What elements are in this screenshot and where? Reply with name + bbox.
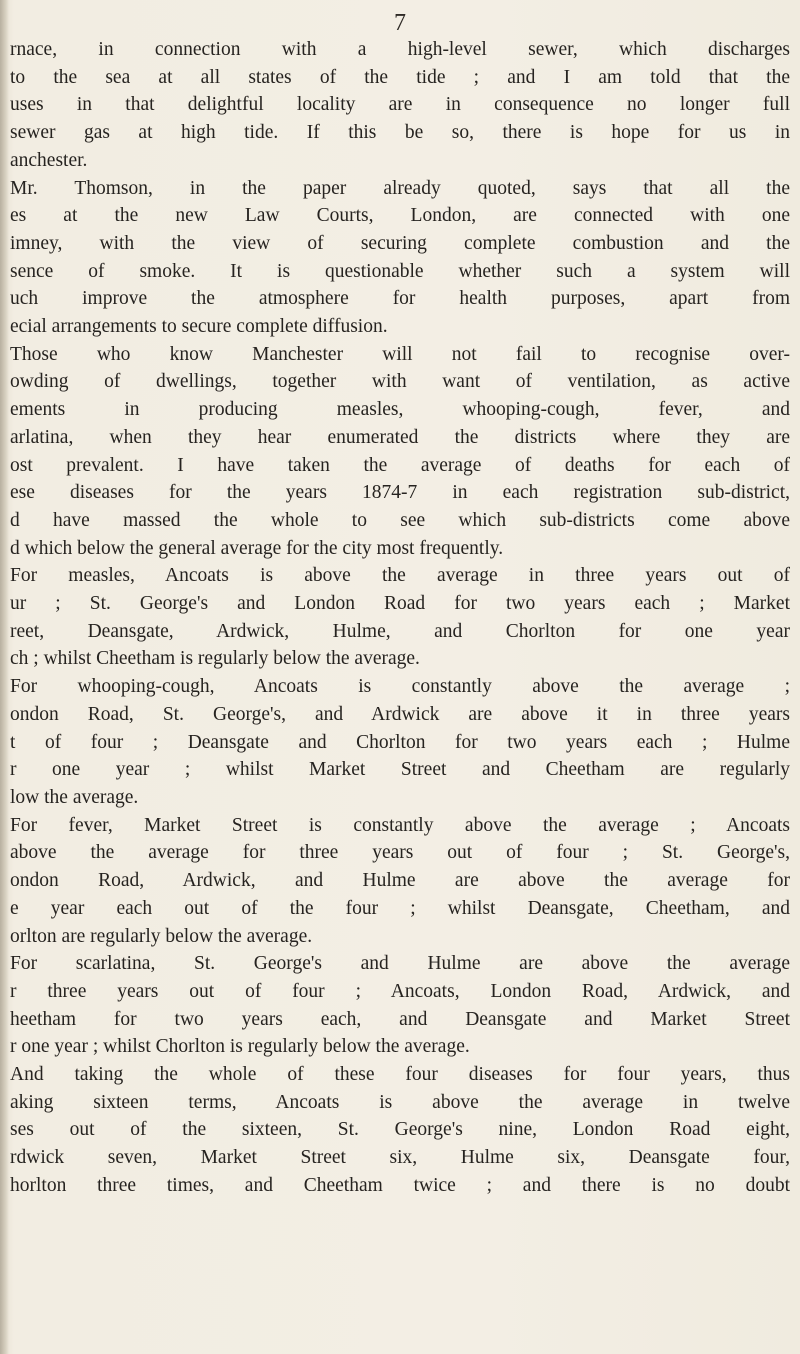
text-line: r three years out of four ; Ancoats, London Road, Ardwick, and: [10, 980, 790, 1002]
text-line: reet, Deansgate, Ardwick, Hulme, and Chorlton for one year: [10, 620, 790, 642]
text-line: r one year ; whilst Chorlton is regularly below the average.: [10, 1036, 470, 1058]
text-line: ements in producing measles, whooping-cough, fever, and: [10, 399, 790, 421]
text-line: r one year ; whilst Market Street and Cheetham are regularly: [10, 759, 790, 781]
text-line: ondon Road, St. George's, and Ardwick are above it in three years: [10, 703, 790, 725]
text-line: ondon Road, Ardwick, and Hulme are above the average for: [10, 870, 790, 892]
text-line: rdwick seven, Market Street six, Hulme six, Deansgate four,: [10, 1147, 790, 1169]
text-line: heetham for two years each, and Deansgate and Market Street: [10, 1008, 790, 1030]
text-line: ses out of the sixteen, St. George's nine, London Road eight,: [10, 1119, 790, 1141]
text-line: sewer gas at high tide. If this be so, there is hope for us in: [10, 122, 790, 144]
text-line: For scarlatina, St. George's and Hulme are above the average: [10, 953, 790, 975]
text-line: horlton three times, and Cheetham twice ; and there is no doubt: [10, 1174, 790, 1196]
text-line: to the sea at all states of the tide ; and I am told that the: [10, 66, 790, 88]
text-line: d have massed the whole to see which sub-districts come above: [10, 509, 790, 531]
text-line: owding of dwellings, together with want of ventilation, as active: [10, 371, 790, 393]
text-line: anchester.: [10, 149, 88, 171]
text-line: es at the new Law Courts, London, are connected with one: [10, 205, 790, 227]
text-line: t of four ; Deansgate and Chorlton for two years each ; Hulme: [10, 731, 790, 753]
text-line: uses in that delightful locality are in consequence no longer full: [10, 94, 790, 116]
text-line: For fever, Market Street is constantly above the average ; Ancoats: [10, 814, 790, 836]
page-gutter-shadow: [0, 0, 9, 1354]
text-line: ecial arrangements to secure complete diffusion.: [10, 316, 388, 338]
text-line: And taking the whole of these four diseases for four years, thus: [10, 1064, 790, 1086]
text-line: e year each out of the four ; whilst Deansgate, Cheetham, and: [10, 897, 790, 919]
text-line: For measles, Ancoats is above the average in three years out of: [10, 565, 790, 587]
text-line: sence of smoke. It is questionable whether such a system will: [10, 260, 790, 282]
body-text: [10, 36, 790, 1200]
text-line: aking sixteen terms, Ancoats is above the average in twelve: [10, 1091, 790, 1113]
page-number: 7: [394, 10, 406, 36]
text-line: ese diseases for the years 1874-7 in each registration sub-district,: [10, 482, 790, 504]
text-line: orlton are regularly below the average.: [10, 925, 313, 947]
text-line: low the average.: [10, 786, 139, 808]
text-line: arlatina, when they hear enumerated the districts where they are: [10, 426, 790, 448]
text-line: d which below the general average for the city most frequently.: [10, 537, 504, 559]
text-line: rnace, in connection with a high-level sewer, which discharges: [10, 39, 790, 60]
text-line: For whooping-cough, Ancoats is constantly above the average ;: [10, 676, 790, 698]
text-line: uch improve the atmosphere for health purposes, apart from: [10, 288, 790, 310]
text-line: imney, with the view of securing complete combustion and the: [10, 232, 790, 254]
text-line: ur ; St. George's and London Road for two years each ; Market: [10, 593, 790, 615]
text-line: Those who know Manchester will not fail to recognise over-: [10, 343, 790, 365]
text-line: ch ; whilst Cheetham is regularly below the average.: [10, 648, 420, 670]
text-line: above the average for three years out of four ; St. George's,: [10, 842, 790, 864]
text-line: Mr. Thomson, in the paper already quoted, says that all the: [10, 177, 790, 199]
text-line: ost prevalent. I have taken the average of deaths for each of: [10, 454, 790, 476]
